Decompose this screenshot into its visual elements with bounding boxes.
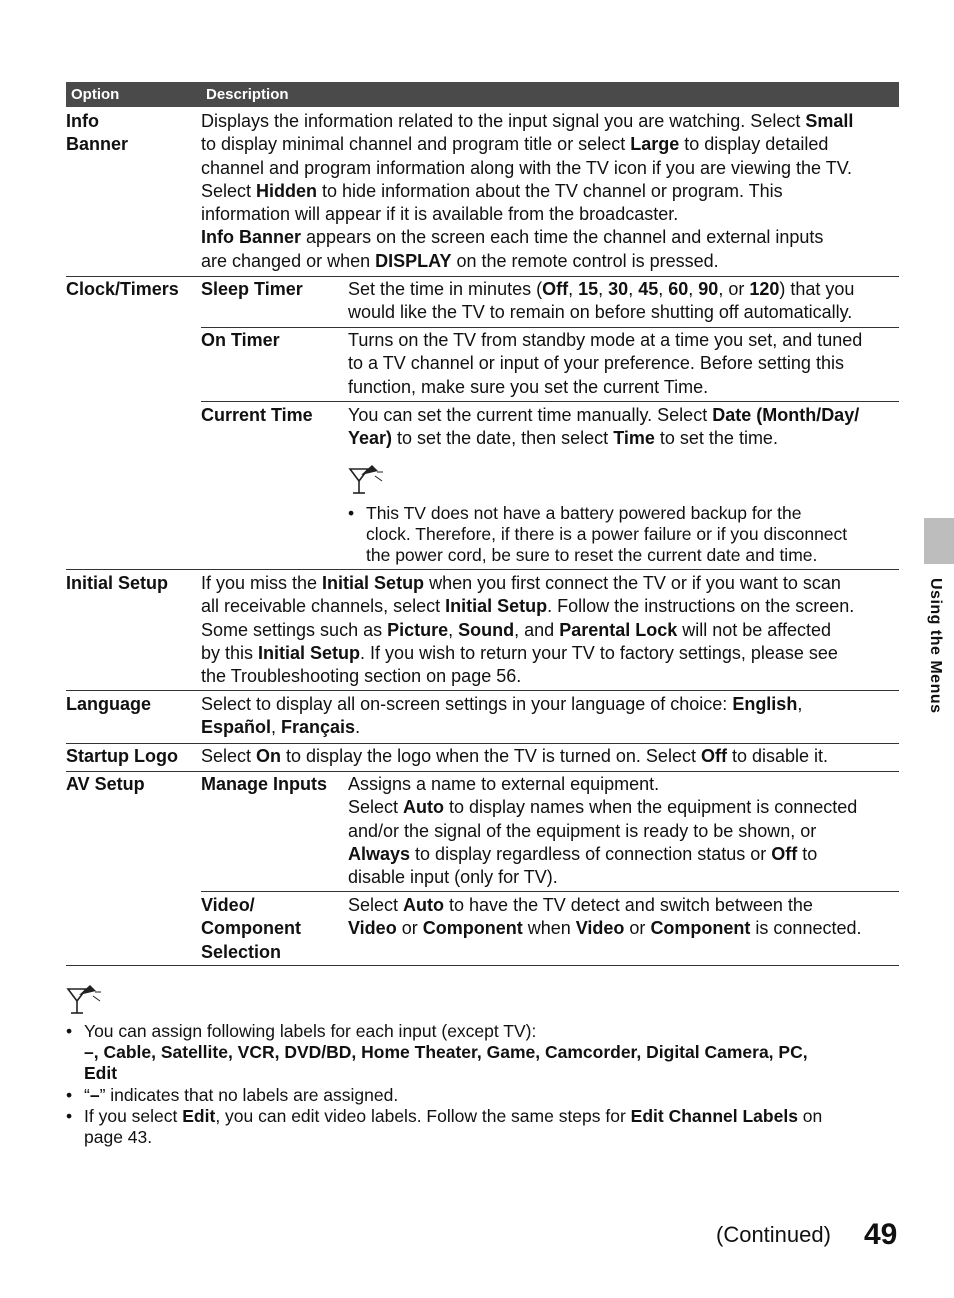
description-line — [348, 352, 908, 375]
text-run: Select to display all on-screen settings in your language of choice: — [201, 694, 733, 714]
bold-term: 60 — [668, 279, 689, 299]
text-run: Some settings such as — [201, 619, 388, 640]
row-divider — [66, 276, 899, 277]
text-run: , — [688, 279, 699, 299]
description-line — [201, 226, 901, 249]
description-line — [348, 376, 908, 399]
video-component-label-line: Component — [201, 918, 301, 939]
bullet-icon: • — [348, 503, 355, 523]
text-run: , — [271, 717, 282, 738]
note-line: This TV does not have a battery powered backup for the — [366, 503, 802, 523]
video-component-label-line: Video/ — [201, 895, 255, 915]
description-line — [201, 157, 901, 180]
initial-setup-description — [201, 572, 901, 688]
bottom-note-bullet-2 — [66, 1085, 906, 1106]
bold-term: DISPLAY — [375, 250, 452, 271]
labels-list-end: Edit — [84, 1063, 118, 1083]
bold-term: Initial Setup — [258, 642, 361, 663]
text-run: to display regardless of connection status or — [410, 843, 772, 864]
bold-term: Off — [542, 279, 569, 299]
bold-term: Year) — [348, 428, 393, 449]
description-line — [348, 843, 908, 866]
video-component-label-line: Selection — [201, 941, 282, 962]
description-line — [201, 203, 901, 226]
text-run: all receivable channels, select — [201, 596, 446, 617]
page-number: 49 — [864, 1218, 898, 1251]
current-time-note — [348, 503, 898, 566]
text-run: will not be affected — [677, 619, 831, 640]
header-option: Option — [71, 86, 120, 103]
table-header — [66, 82, 899, 107]
language-description — [201, 693, 901, 740]
labels-list: –, Cable, Satellite, VCR, DVD/BD, Home Theater, Game, Camcorder, Digital Camera, PC, — [84, 1042, 808, 1062]
text-run: , or — [718, 279, 750, 299]
sub-row-divider — [201, 401, 899, 402]
side-tab — [924, 518, 954, 564]
row-divider — [66, 743, 899, 744]
description-line — [348, 301, 908, 324]
bold-term: Video — [348, 918, 397, 939]
option-info-banner — [66, 110, 128, 157]
bold-term: Parental Lock — [559, 619, 678, 640]
text-run: Select — [348, 797, 404, 818]
description-line — [201, 572, 901, 595]
description-line — [348, 329, 908, 352]
description-line — [348, 866, 908, 889]
manage-inputs-description — [348, 773, 908, 889]
option-av-setup: AV Setup — [66, 774, 145, 794]
bold-term: 90 — [698, 279, 719, 299]
text-run: Turns on the TV from standby mode at a time you set, and tuned — [348, 330, 863, 350]
side-tab-label: Using the Menus — [927, 578, 944, 714]
note-martini-icon — [66, 983, 102, 1015]
option-language: Language — [66, 694, 152, 714]
option-initial-setup: Initial Setup — [66, 573, 169, 593]
description-line — [348, 427, 908, 450]
bold-term: Large — [630, 134, 680, 155]
text-run: Select — [201, 180, 257, 201]
video-component-description — [348, 894, 908, 941]
text-run: is connected. — [750, 918, 862, 939]
bold-term: Small — [805, 111, 854, 131]
bold-term: 15 — [578, 279, 599, 299]
text-run: to disable it. — [726, 746, 829, 766]
bullet-icon: • — [66, 1085, 73, 1105]
description-line — [348, 917, 908, 940]
bold-term: Picture — [387, 619, 449, 640]
text-run: are changed or when — [201, 250, 376, 271]
text-run: , you can edit video labels. Follow the same steps for — [215, 1106, 631, 1126]
sleep-timer-label: Sleep Timer — [201, 279, 303, 299]
text-run: by this — [201, 642, 259, 663]
description-line — [201, 665, 901, 688]
bold-term: Initial Setup — [322, 573, 425, 593]
description-line — [348, 894, 908, 917]
bold-term: 120 — [749, 279, 780, 299]
description-line — [201, 250, 901, 273]
continued-label: (Continued) — [716, 1222, 831, 1247]
text-run: If you miss the — [201, 573, 323, 593]
note-martini-icon — [348, 463, 384, 495]
description-line — [348, 404, 908, 427]
manage-inputs-label: Manage Inputs — [201, 774, 328, 794]
description-line — [201, 745, 901, 768]
description-line — [201, 133, 901, 156]
bold-term: Auto — [403, 797, 445, 818]
row-divider — [66, 569, 899, 570]
bold-term: Auto — [403, 895, 445, 915]
text-run: to display detailed — [679, 134, 829, 155]
text-run: and/or the signal of the equipment is ready to be shown, or — [348, 820, 817, 841]
row-divider — [66, 690, 899, 691]
bold-term: Off — [700, 746, 727, 766]
startup-logo-description — [201, 745, 901, 768]
text-run: to set the time. — [654, 428, 778, 449]
sleep-timer-description — [348, 278, 908, 325]
note-line: page 43. — [84, 1127, 153, 1147]
text-run: to — [797, 843, 818, 864]
text-run: to a TV channel or input of your preference. Before setting this — [348, 353, 844, 374]
text-run: Displays the information related to the input signal you are watching. Select — [201, 111, 806, 131]
text-run: , — [658, 279, 669, 299]
sub-row-divider — [201, 891, 899, 892]
current-time-label: Current Time — [201, 405, 313, 425]
text-run: “ — [84, 1085, 90, 1105]
text-run: You can set the current time manually. Select — [348, 405, 713, 425]
text-run: when — [522, 918, 576, 939]
text-run: the Troubleshooting section on page 56. — [201, 666, 522, 687]
option-info-banner-line1: Info — [66, 111, 99, 131]
note-line: clock. Therefore, if there is a power failure or if you disconnect — [366, 524, 848, 544]
text-run: Set the time in minutes ( — [348, 279, 543, 299]
video-component-label — [201, 894, 301, 964]
bold-term: Video — [575, 918, 625, 939]
row-divider — [66, 771, 899, 772]
text-run: Assigns a name to external equipment. — [348, 774, 660, 794]
bold-term: 30 — [608, 279, 629, 299]
bold-term: On — [256, 746, 282, 766]
bullet-icon: • — [66, 1021, 73, 1041]
text-run: to hide information about the TV channel or program. This — [317, 180, 783, 201]
info-banner-description — [201, 110, 901, 273]
on-timer-description — [348, 329, 908, 399]
text-run: , — [568, 279, 579, 299]
option-info-banner-line2: Banner — [66, 134, 129, 155]
header-description: Description — [206, 86, 289, 103]
bold-term: Initial Setup — [445, 596, 548, 617]
text-run: ) that you — [779, 279, 855, 299]
bold-term: Hidden — [256, 180, 318, 201]
text-run: ” indicates that no labels are assigned. — [99, 1085, 399, 1105]
on-timer-label: On Timer — [201, 330, 280, 350]
text-run: to have the TV detect and switch between the — [444, 895, 813, 915]
description-line — [201, 180, 901, 203]
table-bottom-rule — [66, 965, 899, 966]
text-run: function, make sure you set the current Time. — [348, 376, 709, 397]
description-line — [348, 820, 908, 843]
text-run: or — [396, 918, 423, 939]
text-run: If you select — [84, 1106, 183, 1126]
bold-term: 45 — [638, 279, 659, 299]
text-run: . — [355, 717, 361, 738]
text-run: . If you wish to return your TV to factory settings, please see — [360, 642, 838, 663]
description-line — [201, 642, 901, 665]
description-line — [201, 595, 901, 618]
bold-term: English — [732, 694, 798, 714]
text-run: to display the logo when the TV is turned on. Select — [281, 746, 701, 766]
text-run: to display names when the equipment is connected — [444, 797, 858, 818]
text-run: when you first connect the TV or if you want to scan — [424, 573, 841, 593]
bold-term: Component — [422, 918, 523, 939]
text-run: , — [598, 279, 609, 299]
bold-term: Info Banner — [201, 227, 302, 248]
text-run: , — [797, 694, 803, 714]
description-line — [201, 716, 901, 739]
text-run: appears on the screen each time the channel and external inputs — [301, 227, 824, 248]
bold-term: Français — [281, 717, 356, 738]
description-line — [348, 278, 908, 301]
text-run: on — [797, 1106, 823, 1126]
description-line — [201, 693, 901, 716]
text-run: , and — [514, 619, 560, 640]
text-run: Select — [348, 895, 404, 915]
bold-term: Time — [613, 428, 655, 449]
text-run: information will appear if it is available from the broadcaster. — [201, 204, 679, 225]
bottom-note-bullet-1 — [66, 1021, 906, 1084]
text-run: . Follow the instructions on the screen. — [547, 596, 855, 617]
bottom-note-bullet-3 — [66, 1106, 906, 1148]
bold-term: Sound — [458, 619, 515, 640]
text-run: channel and program information along with the TV icon if you are viewing the TV. — [201, 157, 853, 178]
note-line: the power cord, be sure to reset the current date and time. — [366, 545, 818, 565]
bold-term: Date (Month/Day/ — [712, 405, 860, 425]
text-run: disable input (only for TV). — [348, 867, 558, 888]
text-run: Select — [201, 746, 257, 766]
text-run: to set the date, then select — [392, 428, 614, 449]
text-run: on the remote control is pressed. — [451, 250, 719, 271]
current-time-description — [348, 404, 908, 451]
bold-term: Always — [348, 843, 411, 864]
bold-term: Component — [650, 918, 751, 939]
text-run: would like the TV to remain on before shutting off automatically. — [348, 302, 853, 323]
description-line — [201, 110, 901, 133]
note-line: You can assign following labels for each input (except TV): — [84, 1021, 537, 1041]
bold-term: Edit — [182, 1106, 216, 1126]
sub-row-divider — [201, 327, 899, 328]
text-run: , — [448, 619, 459, 640]
description-line — [348, 796, 908, 819]
bold-term: Edit Channel Labels — [630, 1106, 798, 1126]
bold-term: Off — [771, 843, 798, 864]
text-run: or — [624, 918, 651, 939]
bold-term: – — [89, 1085, 100, 1105]
note-line — [84, 1106, 906, 1127]
text-run: to display minimal channel and program title or select — [201, 134, 631, 155]
bold-term: Español — [201, 717, 272, 738]
option-clock-timers: Clock/Timers — [66, 279, 179, 299]
description-line — [348, 773, 908, 796]
bullet-icon: • — [66, 1106, 73, 1126]
option-startup-logo: Startup Logo — [66, 746, 178, 766]
description-line — [201, 619, 901, 642]
note-line — [84, 1085, 906, 1106]
text-run: , — [628, 279, 639, 299]
